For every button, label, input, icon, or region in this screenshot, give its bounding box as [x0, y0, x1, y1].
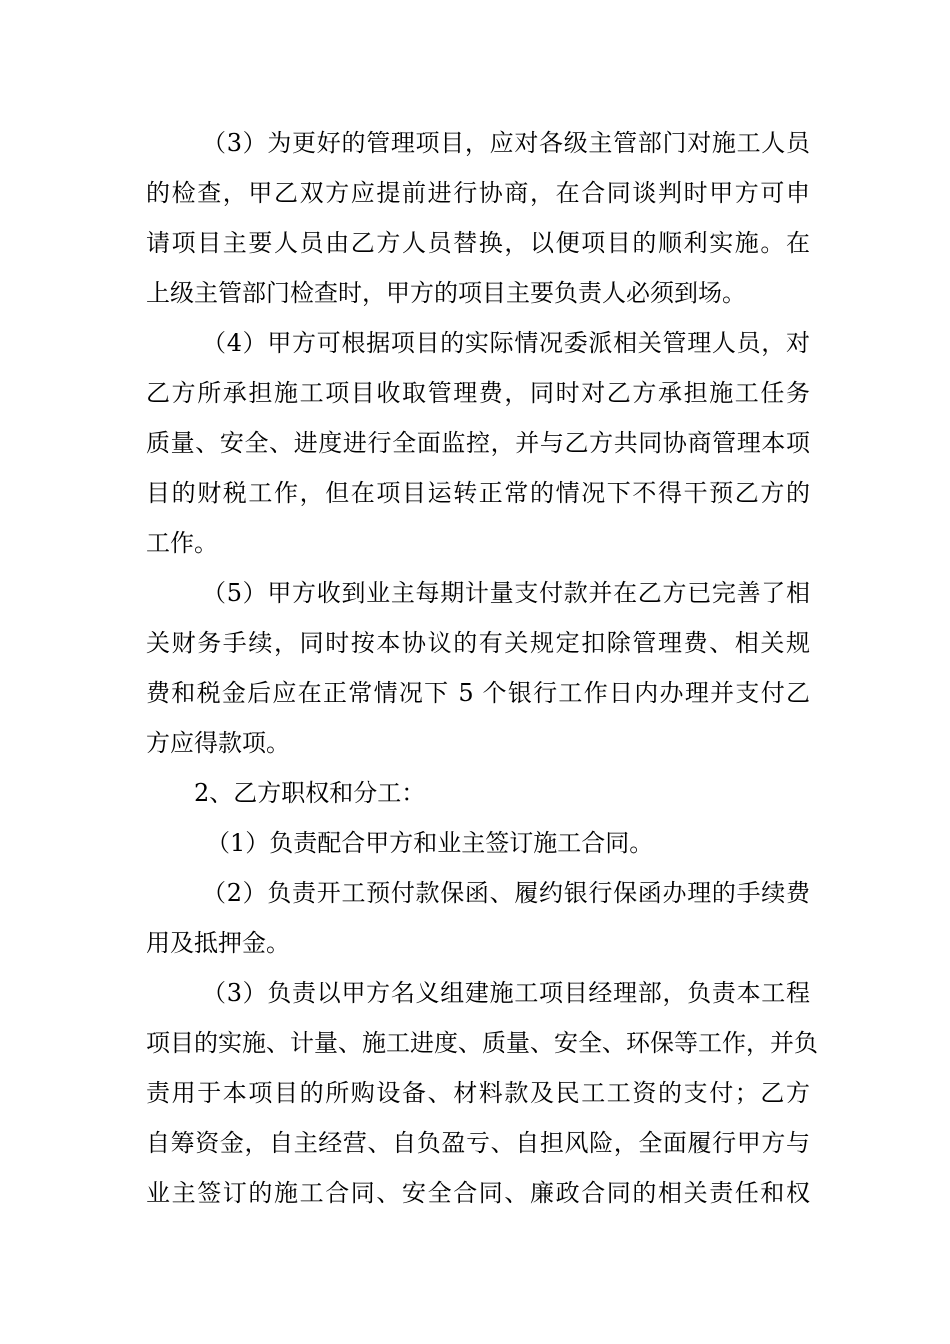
text-line: （3）为更好的管理项目，应对各级主管部门对施工人员: [202, 129, 810, 157]
text-line: （1）负责配合甲方和业主签订施工合同。: [206, 829, 654, 857]
text-line: 项目的实施、计量、施工进度、质量、安全、环保等工作，并负: [146, 1029, 818, 1057]
text-line: 的检查，甲乙双方应提前进行协商，在合同谈判时甲方可申: [146, 179, 810, 207]
document-body: [146, 118, 818, 1218]
text-line: 自筹资金，自主经营、自负盈亏、自担风险，全面履行甲方与: [146, 1129, 810, 1157]
text-line: 费和税金后应在正常情况下 5 个银行工作日内办理并支付乙: [146, 679, 810, 707]
text-line: 关财务手续，同时按本协议的有关规定扣除管理费、相关规: [146, 629, 810, 657]
section-heading-party-b-duties: [146, 768, 810, 818]
paragraph-item-4-fees: [146, 318, 810, 568]
text-line: 用及抵押金。: [146, 929, 290, 957]
text-line: （3）负责以甲方名义组建施工项目经理部，负责本工程: [202, 979, 810, 1007]
text-line: （5）甲方收到业主每期计量支付款并在乙方已完善了相: [202, 579, 810, 607]
paragraph-b-item-3: [146, 968, 818, 1218]
text-line: 责用于本项目的所购设备、材料款及民工工资的支付；乙方: [146, 1079, 810, 1107]
section-heading: 2、乙方职权和分工：: [194, 779, 426, 807]
text-line: （2）负责开工预付款保函、履约银行保函办理的手续费: [202, 879, 810, 907]
text-line: 质量、安全、进度进行全面监控，并与乙方共同协商管理本项: [146, 429, 810, 457]
text-line: （4）甲方可根据项目的实际情况委派相关管理人员，对: [202, 329, 810, 357]
text-line: 目的财税工作，但在项目运转正常的情况下不得干预乙方的: [146, 479, 810, 507]
paragraph-item-5-payment: [146, 568, 810, 768]
text-line: 请项目主要人员由乙方人员替换，以便项目的顺利实施。在: [146, 229, 810, 257]
text-line: 方应得款项。: [146, 729, 290, 757]
text-line: 上级主管部门检查时，甲方的项目主要负责人必须到场。: [146, 279, 746, 307]
text-line: 工作。: [146, 529, 218, 557]
text-line: 乙方所承担施工项目收取管理费，同时对乙方承担施工任务: [146, 379, 810, 407]
text-line: 业主签订的施工合同、安全合同、廉政合同的相关责任和权: [146, 1179, 810, 1207]
paragraph-item-3-management: [146, 118, 810, 318]
paragraph-b-item-1: [146, 818, 810, 868]
paragraph-b-item-2: [146, 868, 810, 968]
